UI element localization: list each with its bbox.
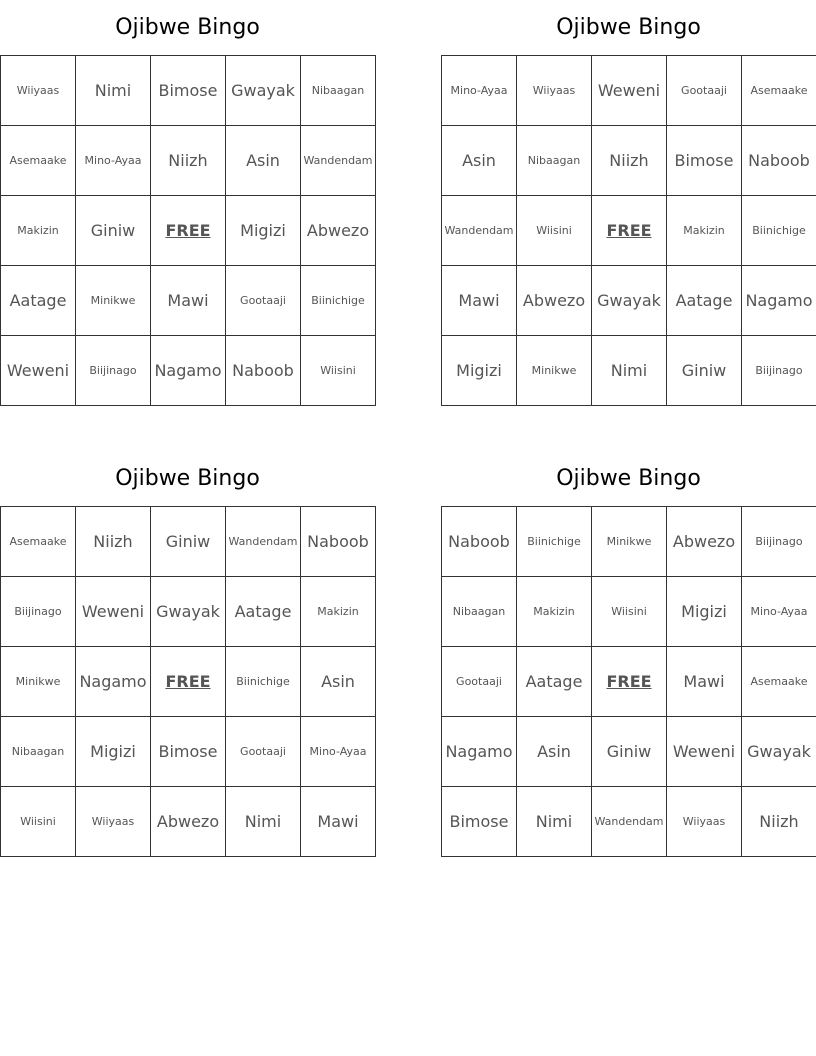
bingo-cell: Minikwe (76, 266, 151, 336)
bingo-grid (0, 55, 376, 406)
bingo-cell: Asin (442, 126, 517, 196)
bingo-cell: Minikwe (1, 647, 76, 717)
bingo-cell: Nibaagan (442, 577, 517, 647)
bingo-cell: Nibaagan (517, 126, 592, 196)
bingo-cell: Mino-Ayaa (742, 577, 816, 647)
bingo-cell: Migizi (226, 196, 301, 266)
bingo-cell: Asemaake (742, 647, 816, 717)
bingo-cell: Weweni (667, 717, 742, 787)
grid-row (442, 266, 816, 336)
bingo-cell: Mawi (301, 787, 376, 857)
bingo-cell: Makizin (517, 577, 592, 647)
grid-row (1, 56, 376, 126)
bingo-cell: Gootaaji (226, 266, 301, 336)
bingo-cell: Bimose (151, 56, 226, 126)
bingo-cell: Bimose (442, 787, 517, 857)
bingo-cell: Migizi (442, 336, 517, 406)
bingo-cell: Mino-Ayaa (301, 717, 376, 787)
bingo-cell: Mino-Ayaa (442, 56, 517, 126)
bingo-cell: Migizi (76, 717, 151, 787)
grid-row (442, 56, 816, 126)
bingo-cell: Mawi (151, 266, 226, 336)
bingo-cell: Nimi (76, 56, 151, 126)
grid-row (1, 717, 376, 787)
bingo-cell: Niizh (76, 507, 151, 577)
bingo-cell: Aatage (667, 266, 742, 336)
bingo-card-4 (441, 451, 816, 857)
bingo-cell: Wiisini (517, 196, 592, 266)
bingo-cell: Asin (301, 647, 376, 717)
bingo-cell: Makizin (667, 196, 742, 266)
bingo-cell: Wiisini (301, 336, 376, 406)
grid-row (1, 196, 376, 266)
bingo-cell: Gwayak (151, 577, 226, 647)
bingo-cell: Weweni (76, 577, 151, 647)
bingo-cell: Wandendam (592, 787, 667, 857)
bingo-cell: Makizin (301, 577, 376, 647)
bingo-cell: Gootaaji (226, 717, 301, 787)
bingo-cell: Giniw (151, 507, 226, 577)
bingo-cell: Biijinago (1, 577, 76, 647)
free-cell: FREE (151, 196, 226, 266)
bingo-cell: Biijinago (742, 336, 816, 406)
bingo-cell: Mino-Ayaa (76, 126, 151, 196)
bingo-cell: Niizh (742, 787, 816, 857)
bingo-cell: Naboob (301, 507, 376, 577)
grid-row (1, 336, 376, 406)
bingo-cell: Wandendam (442, 196, 517, 266)
bingo-cell: Biijinago (742, 507, 816, 577)
bingo-cell: Niizh (151, 126, 226, 196)
bingo-cell: Abwezo (301, 196, 376, 266)
bingo-grid (441, 506, 816, 857)
bingo-cell: Aatage (226, 577, 301, 647)
bingo-card-2 (441, 0, 816, 406)
bingo-cell: Biinichige (517, 507, 592, 577)
bingo-cell: Giniw (592, 717, 667, 787)
bingo-cell: Nimi (517, 787, 592, 857)
card-title: Ojibwe Bingo (556, 466, 701, 491)
bingo-cell: Bimose (667, 126, 742, 196)
bingo-cell: Asemaake (1, 126, 76, 196)
bingo-cell: Nimi (592, 336, 667, 406)
bingo-cell: Gwayak (742, 717, 816, 787)
free-cell: FREE (592, 647, 667, 717)
grid-row (442, 196, 816, 266)
bingo-cell: Nibaagan (301, 56, 376, 126)
grid-row (442, 717, 816, 787)
bingo-cell: Biijinago (76, 336, 151, 406)
grid-row (1, 647, 376, 717)
bingo-cell: Wiiyaas (667, 787, 742, 857)
card-title: Ojibwe Bingo (115, 15, 260, 40)
bingo-grid (0, 506, 376, 857)
bingo-cell: Aatage (517, 647, 592, 717)
bingo-cell: Migizi (667, 577, 742, 647)
bingo-cell: Nagamo (742, 266, 816, 336)
bingo-cell: Wiisini (1, 787, 76, 857)
bingo-cell: Naboob (226, 336, 301, 406)
bingo-cell: Bimose (151, 717, 226, 787)
bingo-cell: Abwezo (517, 266, 592, 336)
free-cell: FREE (592, 196, 667, 266)
bingo-grid (441, 55, 816, 406)
bingo-cell: Giniw (667, 336, 742, 406)
bingo-cell: Abwezo (151, 787, 226, 857)
bingo-cell: Asin (517, 717, 592, 787)
bingo-cell: Wiiyaas (76, 787, 151, 857)
bingo-cell: Aatage (1, 266, 76, 336)
bingo-cell: Wiiyaas (1, 56, 76, 126)
bingo-cell: Nagamo (151, 336, 226, 406)
bingo-cell: Biinichige (226, 647, 301, 717)
bingo-cell: Weweni (592, 56, 667, 126)
bingo-cell: Giniw (76, 196, 151, 266)
bingo-card-1 (0, 0, 375, 406)
bingo-cell: Minikwe (517, 336, 592, 406)
bingo-cell: Mawi (667, 647, 742, 717)
bingo-cell: Wiisini (592, 577, 667, 647)
card-title: Ojibwe Bingo (115, 466, 260, 491)
bingo-cell: Abwezo (667, 507, 742, 577)
grid-row (442, 787, 816, 857)
bingo-cell: Nagamo (76, 647, 151, 717)
bingo-cell: Nimi (226, 787, 301, 857)
grid-row (442, 507, 816, 577)
bingo-cell: Wandendam (226, 507, 301, 577)
bingo-cell: Gootaaji (442, 647, 517, 717)
grid-row (442, 647, 816, 717)
bingo-cell: Wiiyaas (517, 56, 592, 126)
bingo-cell: Mawi (442, 266, 517, 336)
grid-row (442, 126, 816, 196)
bingo-cell: Nagamo (442, 717, 517, 787)
grid-row (1, 266, 376, 336)
bingo-cell: Wandendam (301, 126, 376, 196)
bingo-cell: Asemaake (1, 507, 76, 577)
bingo-cell: Asemaake (742, 56, 816, 126)
grid-row (1, 787, 376, 857)
bingo-cell: Gootaaji (667, 56, 742, 126)
grid-row (442, 336, 816, 406)
bingo-cell: Biinichige (301, 266, 376, 336)
free-cell: FREE (151, 647, 226, 717)
bingo-cell: Gwayak (592, 266, 667, 336)
bingo-cell: Naboob (442, 507, 517, 577)
bingo-cell: Weweni (1, 336, 76, 406)
grid-row (1, 577, 376, 647)
bingo-cell: Biinichige (742, 196, 816, 266)
bingo-cell: Gwayak (226, 56, 301, 126)
bingo-cell: Asin (226, 126, 301, 196)
bingo-cell: Niizh (592, 126, 667, 196)
bingo-cell: Naboob (742, 126, 816, 196)
bingo-cell: Makizin (1, 196, 76, 266)
grid-row (1, 126, 376, 196)
card-title: Ojibwe Bingo (556, 15, 701, 40)
bingo-cell: Nibaagan (1, 717, 76, 787)
grid-row (442, 577, 816, 647)
grid-row (1, 507, 376, 577)
bingo-card-3 (0, 451, 375, 857)
bingo-cell: Minikwe (592, 507, 667, 577)
